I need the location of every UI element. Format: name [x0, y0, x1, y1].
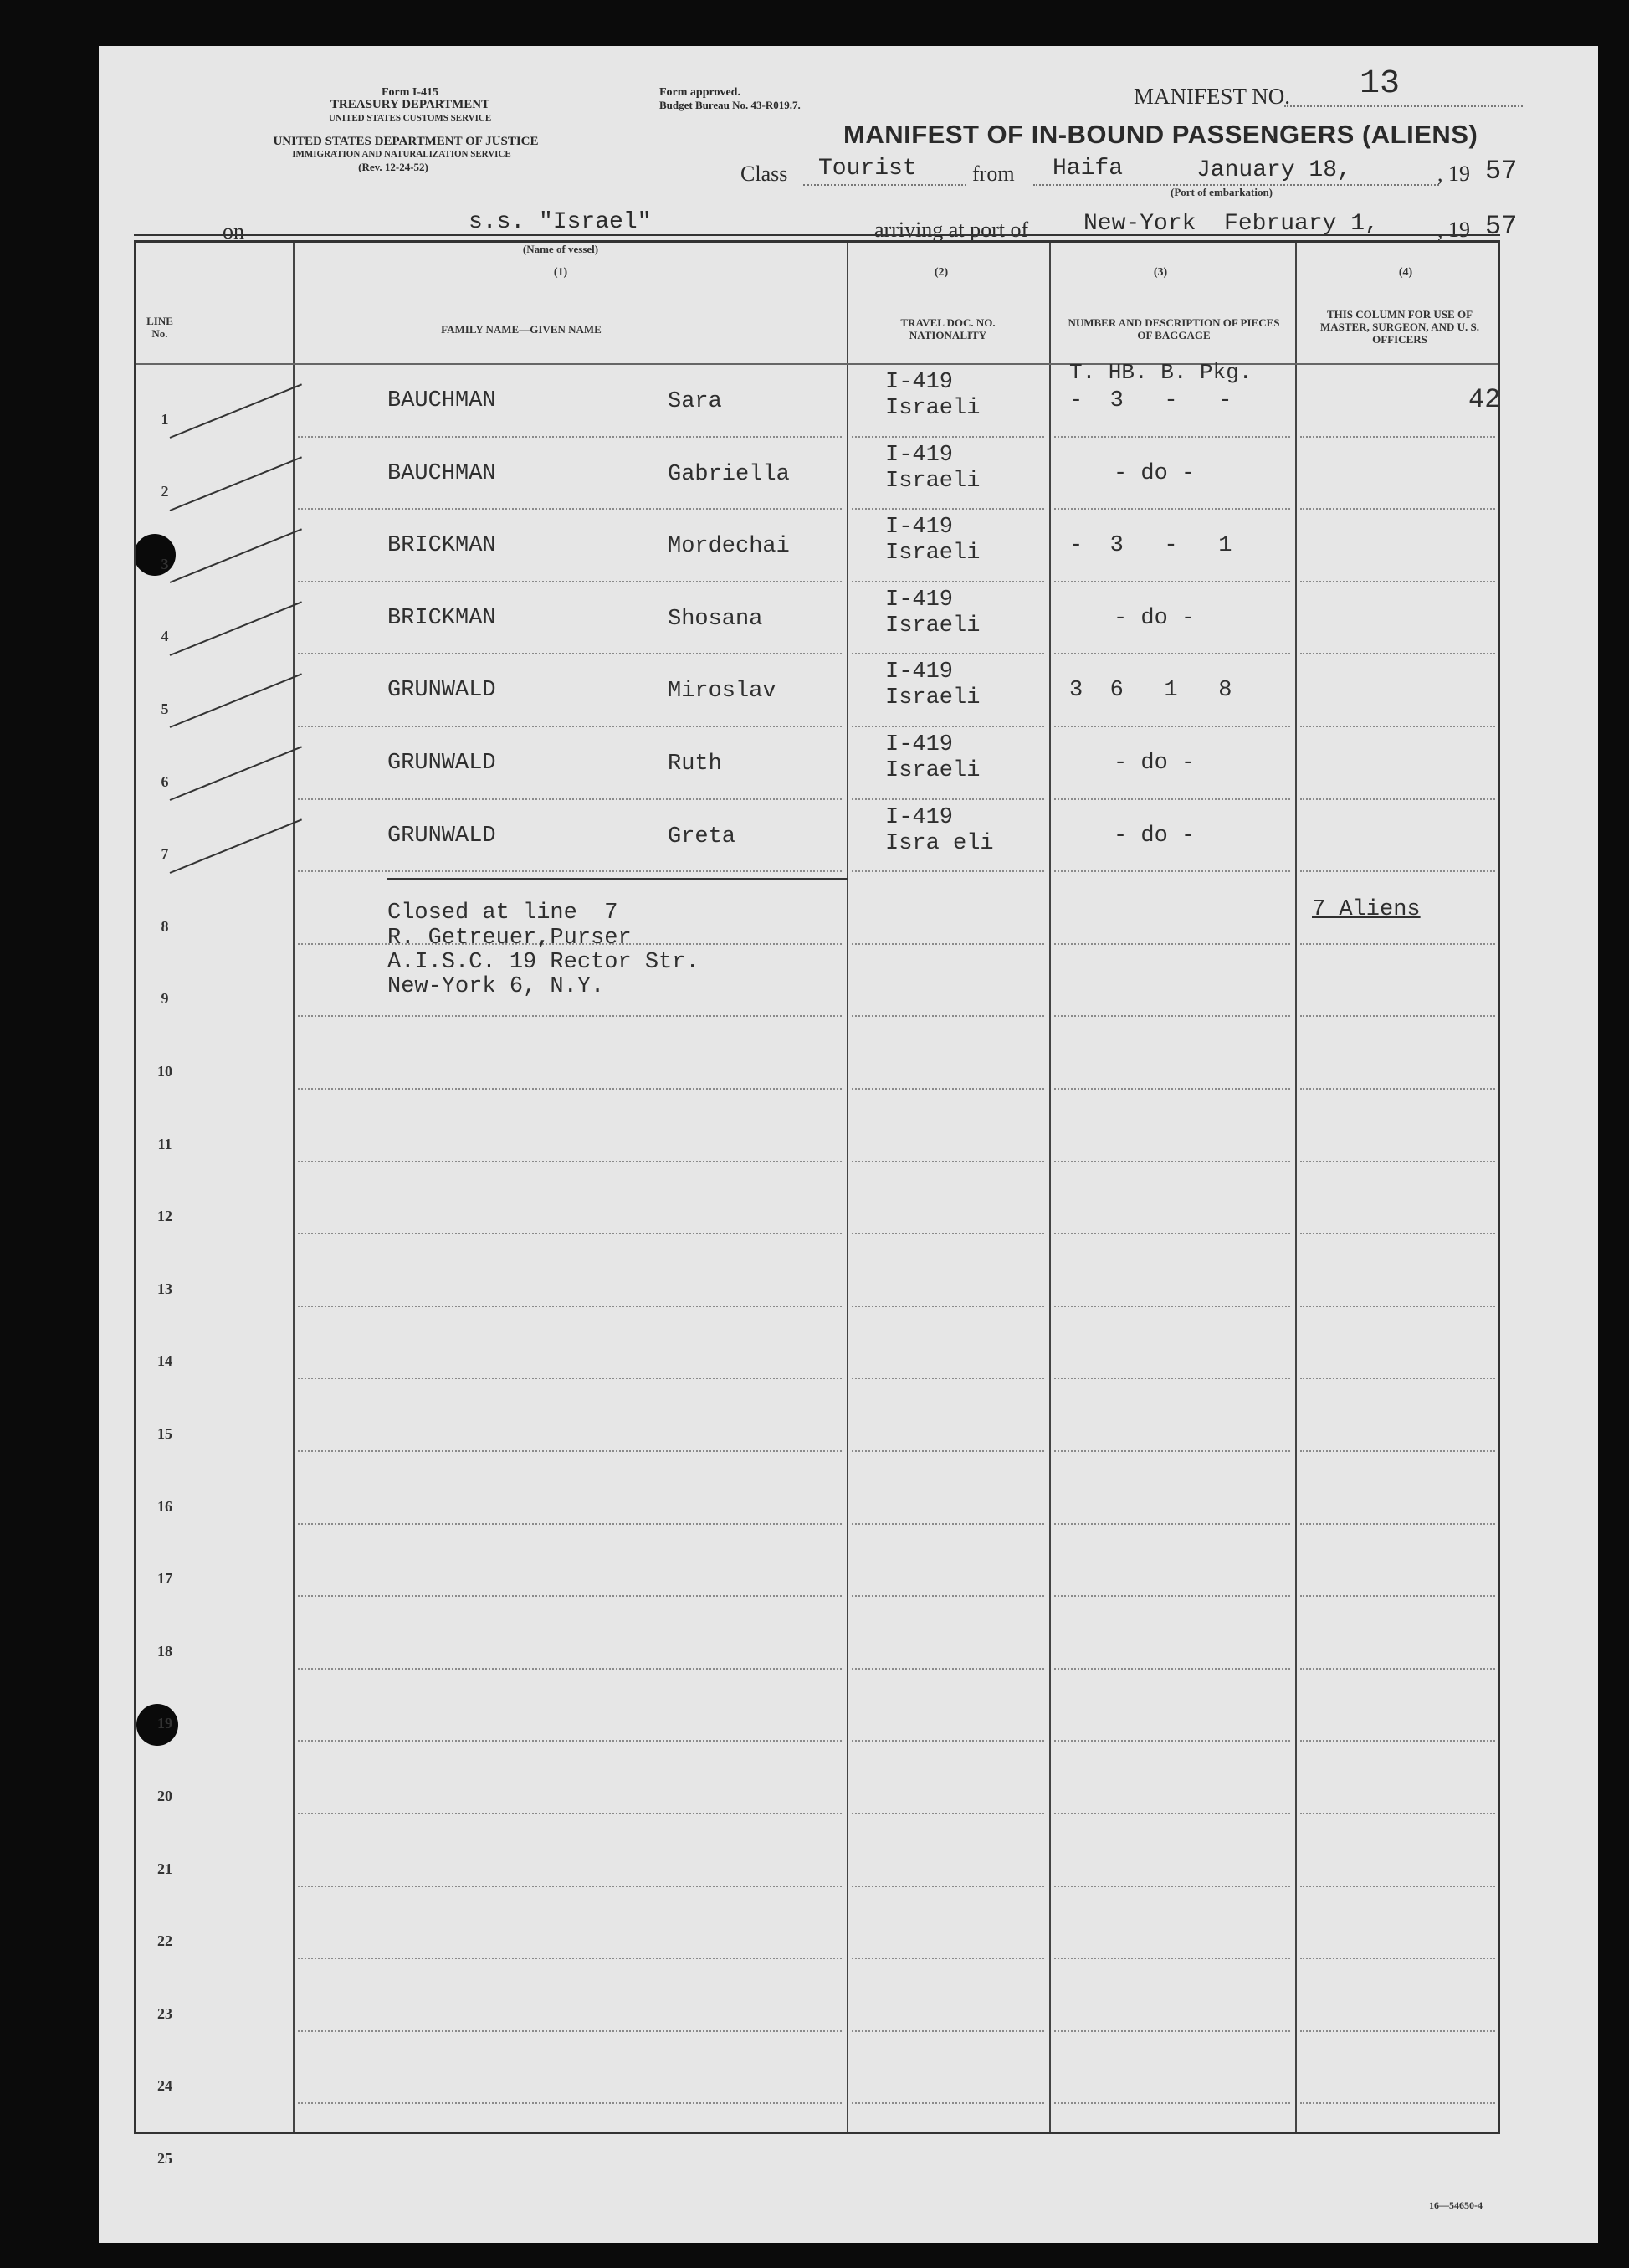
line-number: 15: [157, 1425, 172, 1442]
row-separator: [298, 653, 842, 654]
row-separator: [852, 1958, 1044, 1959]
row-separator: [1300, 1740, 1495, 1742]
row-separator: [298, 1233, 842, 1234]
nationality: Israeli: [885, 613, 981, 639]
row-separator: [1300, 436, 1495, 438]
line-number: 2: [161, 483, 169, 500]
row-separator: [852, 1523, 1044, 1525]
row-separator: [1054, 943, 1290, 945]
row-separator: [852, 1668, 1044, 1670]
row-separator: [852, 1740, 1044, 1742]
row-separator: [852, 436, 1044, 438]
row-separator: [298, 581, 842, 582]
row-separator: [852, 1595, 1044, 1597]
manifest-no-value: 13: [1360, 65, 1401, 103]
row-separator: [1054, 1886, 1290, 1887]
row-separator: [1300, 1450, 1495, 1452]
head-line-no: LINE No.: [146, 315, 173, 340]
arrival-year-prefix: , 19: [1437, 218, 1470, 242]
row-separator: [298, 726, 842, 727]
embark-date: January 18,: [1196, 157, 1351, 183]
class-label: Class: [740, 162, 788, 186]
baggage-pieces: - do -: [1114, 605, 1196, 631]
row-separator: [852, 581, 1044, 582]
row-separator: [1300, 1595, 1495, 1597]
col-divider-name: [847, 243, 848, 2132]
nationality: Israeli: [885, 468, 981, 494]
given-name: Gabriella: [668, 461, 790, 487]
row-separator: [298, 1813, 842, 1814]
from-label: from: [972, 162, 1015, 186]
family-name: GRUNWALD: [387, 823, 496, 849]
line-number: 22: [157, 1932, 172, 1950]
line-number: 4: [161, 628, 169, 645]
row-separator: [298, 1523, 842, 1525]
embark-year: 57: [1485, 156, 1518, 187]
row-separator: [1054, 870, 1290, 872]
row-separator: [1054, 1668, 1290, 1670]
row-separator: [1300, 870, 1495, 872]
row-separator: [1300, 1813, 1495, 1814]
row-separator: [1300, 1958, 1495, 1959]
line-number: 14: [157, 1352, 172, 1370]
given-name: Greta: [668, 824, 736, 849]
nationality: Israeli: [885, 758, 981, 783]
row-separator: [298, 1378, 842, 1379]
head-family-name: FAMILY NAME—GIVEN NAME: [441, 323, 602, 336]
line-number: 1: [161, 410, 169, 428]
check-mark: [170, 383, 302, 439]
nationality: Israeli: [885, 396, 981, 421]
row-separator: [1300, 1161, 1495, 1162]
col-num-3: (3): [1153, 266, 1168, 279]
closing-line-1: Closed at line 7: [387, 901, 618, 926]
travel-doc-no: I-419: [885, 442, 954, 468]
check-mark: [170, 601, 302, 656]
row-separator: [1054, 1088, 1290, 1090]
row-separator: [852, 1233, 1044, 1234]
line-number: 24: [157, 2077, 172, 2095]
row-separator: [1054, 1595, 1290, 1597]
row-separator: [1300, 1378, 1495, 1379]
given-name: Miroslav: [668, 679, 776, 705]
row-separator: [298, 1886, 842, 1887]
row-separator: [852, 870, 1044, 872]
travel-doc-no: I-419: [885, 659, 954, 685]
head-baggage: NUMBER AND DESCRIPTION OF PIECES OF BAGGAGE: [1068, 316, 1280, 341]
given-name: Sara: [668, 389, 722, 414]
closing-line-3: A.I.S.C. 19 Rector Str.: [387, 950, 699, 975]
col-num-2: (2): [934, 266, 949, 279]
row-separator: [1300, 1886, 1495, 1887]
family-name: BAUCHMAN: [387, 388, 496, 413]
travel-doc-no: I-419: [885, 515, 954, 541]
row-separator: [1054, 1813, 1290, 1814]
given-name: Ruth: [668, 752, 722, 777]
row-separator: [1300, 798, 1495, 800]
row-separator: [1054, 798, 1290, 800]
line-number: 7: [161, 845, 169, 863]
passenger-table: [134, 240, 1501, 2167]
row-separator: [1300, 2102, 1495, 2104]
row-separator: [1054, 1161, 1290, 1162]
row-separator: [1300, 2030, 1495, 2032]
row-separator: [298, 2030, 842, 2032]
row-separator: [298, 1740, 842, 1742]
line-number: 11: [157, 1135, 172, 1152]
customs-service: UNITED STATES CUSTOMS SERVICE: [328, 113, 492, 123]
row-separator: [1300, 581, 1495, 582]
table-top-rule: [134, 234, 1500, 236]
arrival-port-date: New-York February 1,: [1083, 211, 1379, 237]
line-number: 23: [157, 2004, 172, 2022]
family-name: BRICKMAN: [387, 605, 496, 631]
given-name: Shosana: [668, 606, 763, 632]
baggage-pieces: - 3 - 1: [1069, 533, 1232, 559]
row-separator: [852, 1015, 1044, 1017]
arrival-year: 57: [1485, 211, 1518, 242]
header-rule: [136, 363, 1498, 365]
line-number: 8: [161, 917, 169, 935]
line-number: 10: [157, 1063, 172, 1080]
row-separator: [1054, 1958, 1290, 1959]
from-value: Haifa: [1053, 156, 1124, 182]
row-separator: [1300, 943, 1495, 945]
baggage-pieces: 3 6 1 8: [1069, 678, 1232, 704]
row-separator: [298, 870, 842, 872]
ins-service: IMMIGRATION AND NATURALIZATION SERVICE: [292, 149, 511, 159]
class-value: Tourist: [818, 156, 917, 182]
aliens-total: 7 Aliens: [1312, 897, 1421, 922]
row-separator: [1300, 1306, 1495, 1307]
row-separator: [1054, 1306, 1290, 1307]
row-separator: [1054, 1450, 1290, 1452]
line-number: 25: [157, 2150, 172, 2167]
row-separator: [298, 1958, 842, 1959]
row-separator: [852, 798, 1044, 800]
row-separator: [298, 2102, 842, 2104]
line-number: 21: [157, 1860, 172, 1877]
row-separator: [852, 1161, 1044, 1162]
col-divider-baggage: [1295, 243, 1297, 2132]
closing-line-2: R. Getreuer,Purser: [387, 926, 632, 951]
row-separator: [1054, 726, 1290, 727]
row-separator: [1300, 1523, 1495, 1525]
line-number: 18: [157, 1642, 172, 1660]
form-number: Form I-415: [381, 86, 439, 99]
form-approved: Form approved.: [659, 86, 740, 99]
row-separator: [1054, 1523, 1290, 1525]
embark-year-prefix: , 19: [1437, 162, 1470, 186]
row-separator: [1054, 1740, 1290, 1742]
row-separator: [852, 508, 1044, 510]
row-separator: [1300, 1668, 1495, 1670]
baggage-pieces: - 3 - -: [1069, 388, 1232, 413]
line-number: 20: [157, 1788, 172, 1804]
row-separator: [1054, 2030, 1290, 2032]
travel-doc-no: I-419: [885, 732, 954, 757]
travel-doc-no: I-419: [885, 587, 954, 613]
check-mark: [170, 674, 302, 729]
nationality: Isra eli: [885, 830, 994, 856]
family-name: GRUNWALD: [387, 751, 496, 776]
row-separator: [852, 1088, 1044, 1090]
arriving-label: arriving at port of: [874, 218, 1029, 242]
row-separator: [852, 1450, 1044, 1452]
row-separator: [298, 1306, 842, 1307]
nationality: Israeli: [885, 685, 981, 711]
row-separator: [1054, 508, 1290, 510]
travel-doc-no: I-419: [885, 804, 954, 830]
row-separator: [298, 798, 842, 800]
row-separator: [852, 2102, 1044, 2104]
baggage-column-header: T. HB. B. Pkg.: [1069, 360, 1252, 385]
check-mark: [170, 818, 302, 874]
footer-code: 16—54650-4: [1429, 2199, 1483, 2211]
baggage-pieces: - do -: [1114, 460, 1196, 486]
family-name: GRUNWALD: [387, 678, 496, 704]
row-separator: [298, 1595, 842, 1597]
row-separator: [1300, 1233, 1495, 1234]
row-separator: [1054, 581, 1290, 582]
travel-doc-no: I-419: [885, 370, 954, 395]
row-separator: [852, 653, 1044, 654]
col-num-4: (4): [1398, 266, 1413, 279]
row-separator: [1300, 508, 1495, 510]
row-separator: [298, 1088, 842, 1090]
closing-line-4: New-York 6, N.Y.: [387, 974, 605, 999]
line-number: 17: [157, 1570, 172, 1588]
family-name: BRICKMAN: [387, 533, 496, 559]
row-separator: [1054, 436, 1290, 438]
row-separator: [298, 508, 842, 510]
form-revision: (Rev. 12-24-52): [358, 161, 428, 173]
line-number: 16: [157, 1497, 172, 1515]
row-separator: [298, 436, 842, 438]
row-separator: [852, 2030, 1044, 2032]
row-separator: [852, 943, 1044, 945]
row-separator: [1054, 1015, 1290, 1017]
col-num-1: (1): [553, 266, 568, 279]
class-line: [803, 184, 966, 186]
officer-note: 42: [1468, 384, 1501, 415]
nationality: Israeli: [885, 541, 981, 567]
budget-bureau: Budget Bureau No. 43-R019.7.: [659, 99, 801, 111]
row-separator: [298, 1161, 842, 1162]
row-separator: [1300, 1015, 1495, 1017]
row-separator: [1300, 1088, 1495, 1090]
row-separator: [852, 1306, 1044, 1307]
row-separator: [1054, 2102, 1290, 2104]
manifest-no-label: MANIFEST NO.: [1134, 84, 1291, 109]
on-label: on: [223, 219, 244, 244]
justice-dept: UNITED STATES DEPARTMENT OF JUSTICE: [273, 135, 539, 148]
vessel-name: s.s. "Israel": [469, 209, 652, 235]
line-number: 3: [161, 555, 169, 572]
vessel-caption: (Name of vessel): [522, 243, 599, 255]
manifest-no-line: [1284, 105, 1523, 107]
family-name: BAUCHMAN: [387, 460, 496, 486]
line-number: 19: [157, 1715, 172, 1732]
line-number: 9: [161, 990, 169, 1008]
head-officers: THIS COLUMN FOR USE OF MASTER, SURGEON, AND U. S. OFFICERS: [1320, 308, 1479, 346]
row-separator: [298, 1015, 842, 1017]
embark-caption: (Port of embarkation): [1170, 186, 1273, 198]
line-number: 12: [157, 1208, 172, 1225]
head-travel-doc: TRAVEL DOC. NO. NATIONALITY: [900, 316, 996, 341]
check-mark: [170, 456, 302, 511]
check-mark: [170, 746, 302, 801]
line-number: 5: [161, 700, 169, 717]
col-divider-travel: [1049, 243, 1051, 2132]
given-name: Mordechai: [668, 534, 790, 560]
check-mark: [170, 529, 302, 584]
manifest-title: MANIFEST OF IN-BOUND PASSENGERS (ALIENS): [843, 120, 1478, 149]
row-separator: [852, 1886, 1044, 1887]
treasury-dept: TREASURY DEPARTMENT: [330, 98, 490, 111]
row-separator: [1054, 1233, 1290, 1234]
closing-underline: [387, 878, 848, 880]
row-separator: [852, 726, 1044, 727]
line-number: 13: [157, 1280, 172, 1297]
row-separator: [1300, 726, 1495, 727]
row-separator: [298, 1450, 842, 1452]
line-number: 6: [161, 772, 169, 790]
row-separator: [1054, 653, 1290, 654]
row-separator: [852, 1813, 1044, 1814]
row-separator: [1300, 653, 1495, 654]
baggage-pieces: - do -: [1114, 751, 1196, 776]
row-separator: [852, 1378, 1044, 1379]
row-separator: [298, 1668, 842, 1670]
baggage-pieces: - do -: [1114, 823, 1196, 849]
col-divider-line-no: [293, 243, 295, 2132]
row-separator: [1054, 1378, 1290, 1379]
